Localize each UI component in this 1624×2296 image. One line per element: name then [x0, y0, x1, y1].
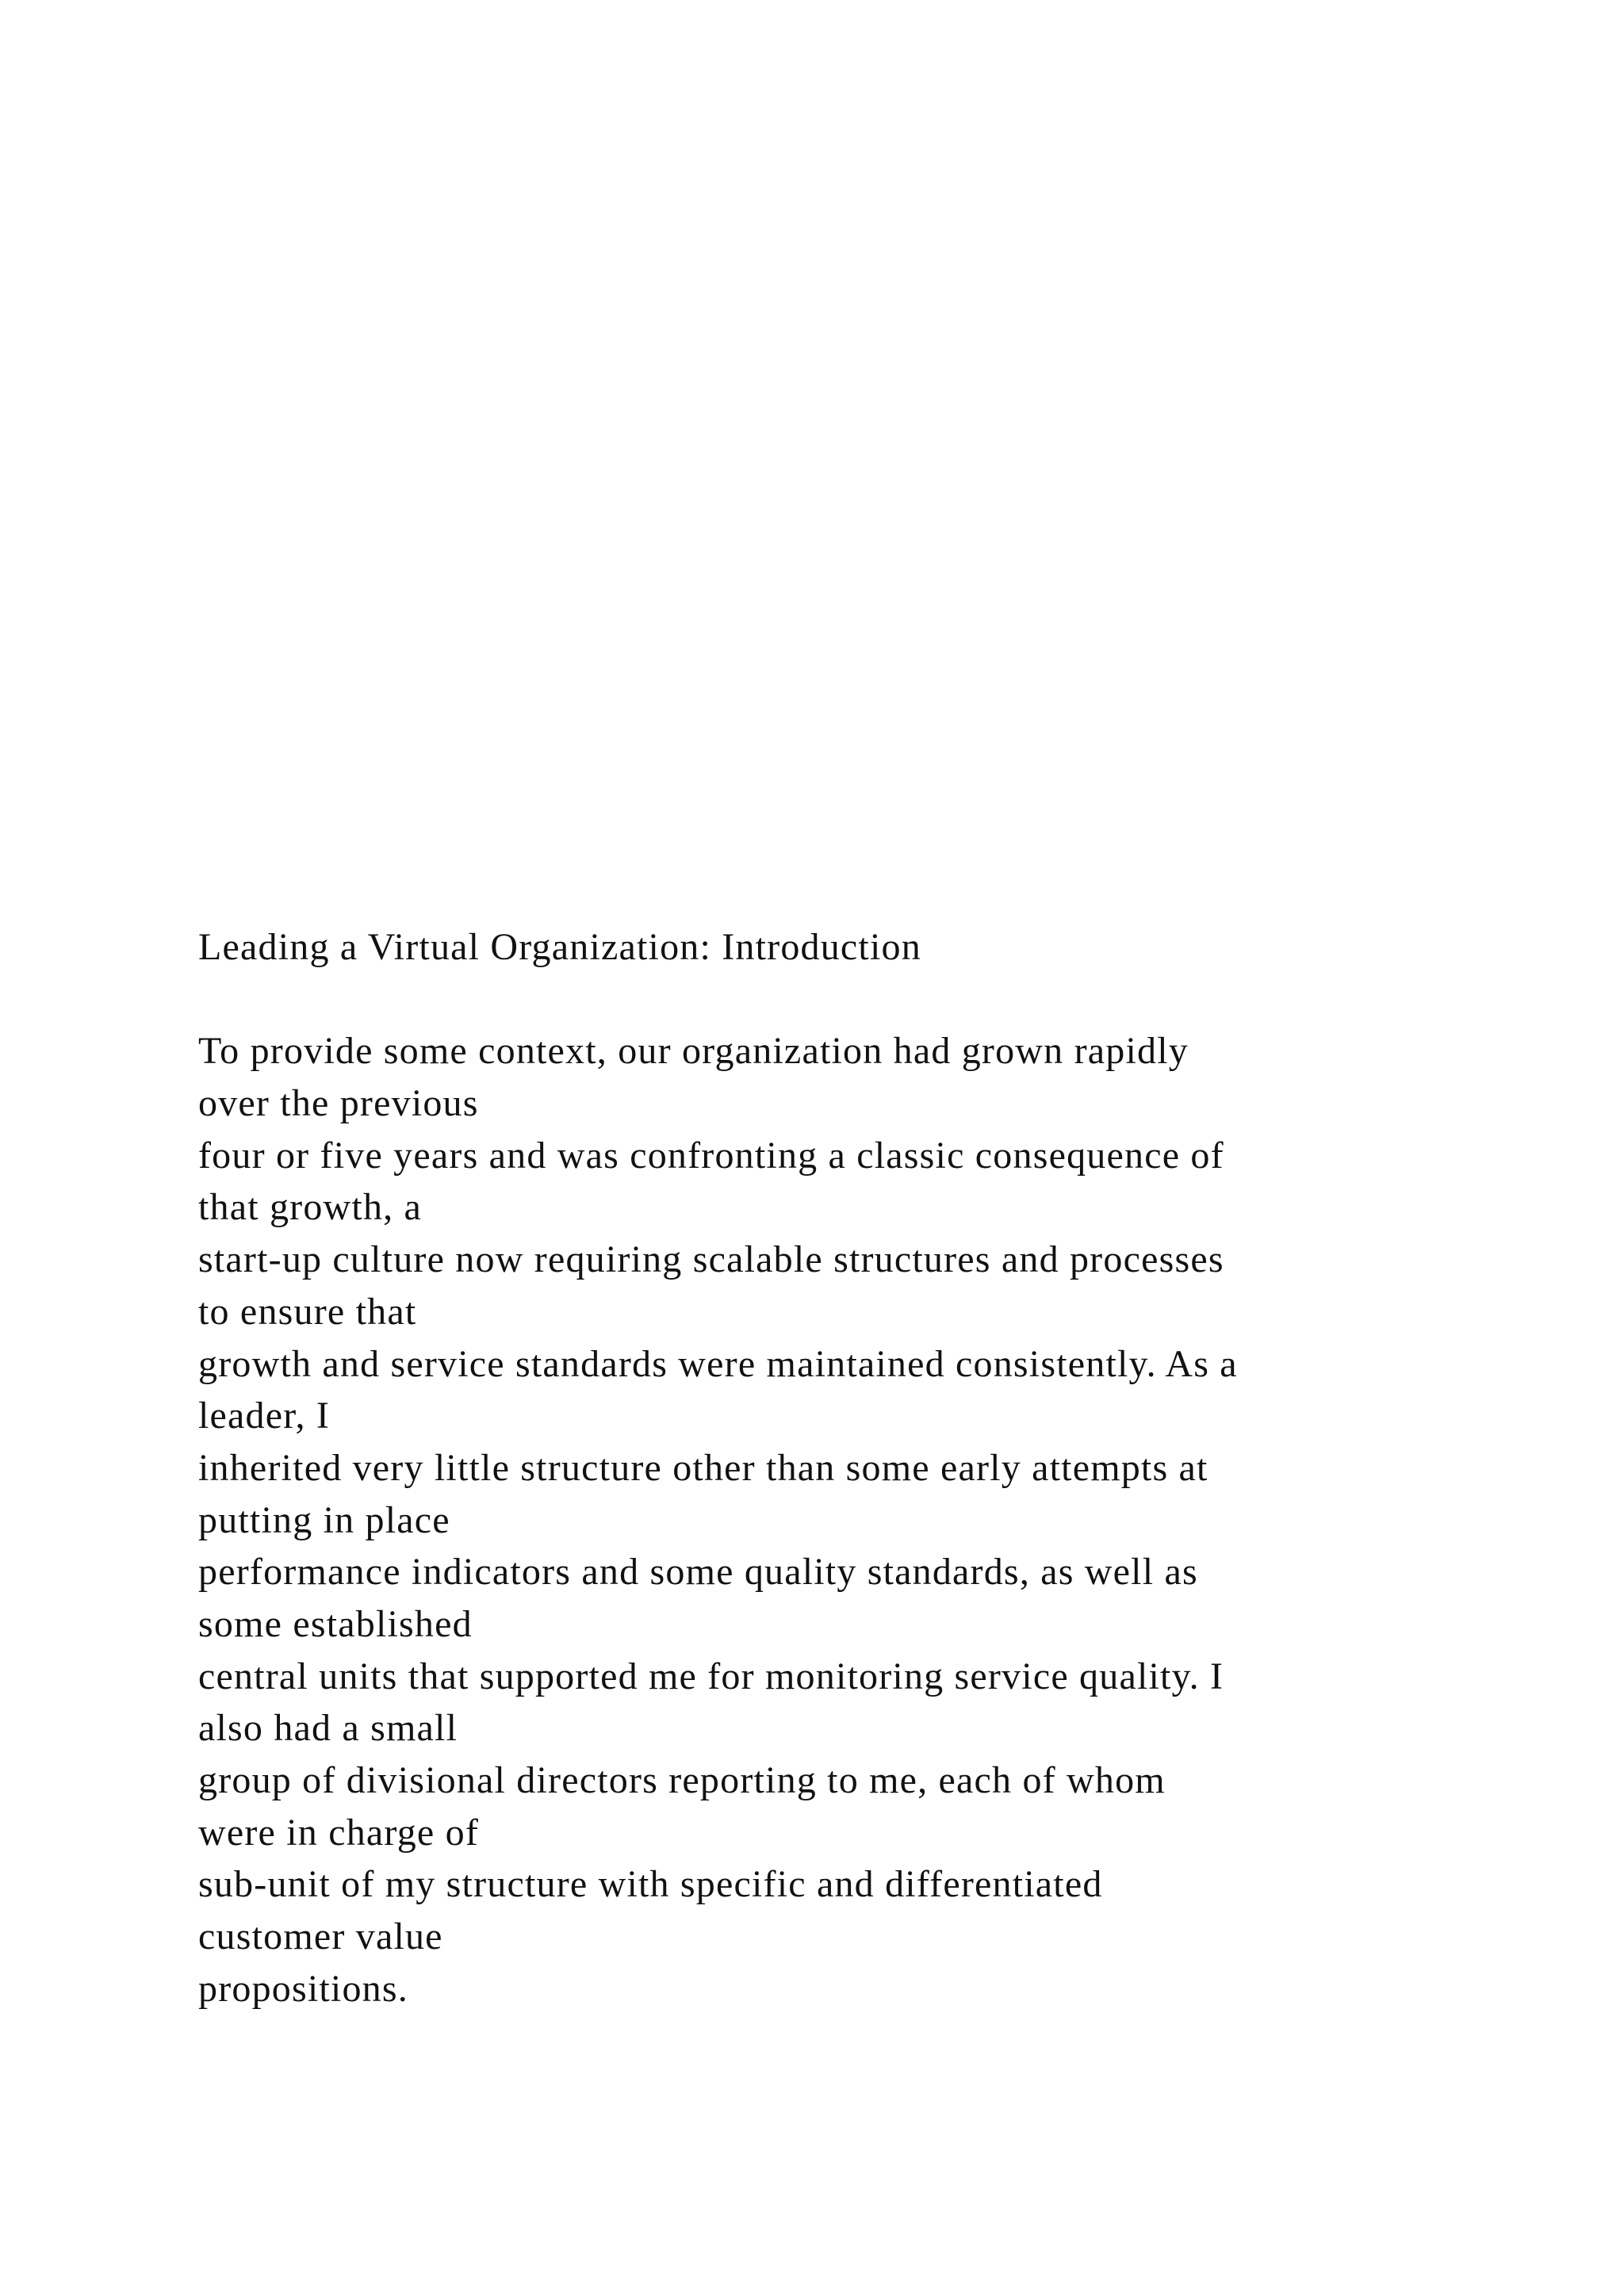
paragraph-line: leader, I: [198, 1395, 331, 1437]
paragraph-line: putting in place: [198, 1498, 450, 1541]
paragraph-line: start-up culture now requiring scalable structures and processes: [198, 1238, 1224, 1281]
document-body: [198, 921, 1507, 2015]
paragraph-line: inherited very little structure other than some early attempts at: [198, 1446, 1208, 1489]
paragraph-line: were in charge of: [198, 1811, 480, 1854]
paragraph-line: four or five years and was confronting a classic consequence of: [198, 1134, 1224, 1177]
paragraph-line: that growth, a: [198, 1186, 423, 1229]
paragraph-line: group of divisional directors reporting to me, each of whom: [198, 1759, 1166, 1801]
paragraph-line: To provide some context, our organization had grown rapidly: [198, 1030, 1189, 1073]
paragraph-line: growth and service standards were maintained consistently. As a: [198, 1342, 1238, 1385]
paragraph-line: performance indicators and some quality standards, as well as: [198, 1551, 1198, 1594]
blank-line: [198, 974, 1507, 1026]
paragraph-line: to ensure that: [198, 1290, 417, 1333]
paragraph-line: customer value: [198, 1915, 443, 1958]
paragraph-line: over the previous: [198, 1082, 479, 1125]
paragraph-line: sub-unit of my structure with specific and differentiated: [198, 1863, 1103, 1906]
paragraph-line: some established: [198, 1602, 473, 1645]
document-title: Leading a Virtual Organization: Introduction: [198, 926, 921, 968]
paragraph-line: also had a small: [198, 1707, 458, 1750]
paragraph-line: propositions.: [198, 1967, 408, 2010]
paragraph-line: central units that supported me for monitoring service quality. I: [198, 1655, 1224, 1697]
